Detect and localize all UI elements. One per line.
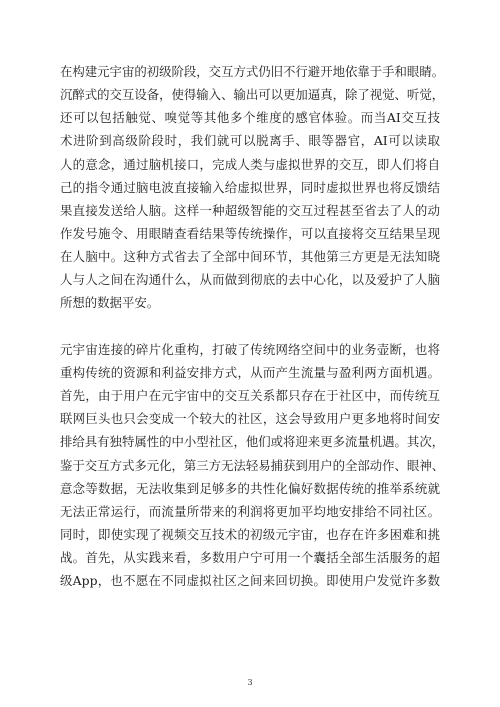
paragraph-line: 所想的数据平安。	[60, 295, 160, 311]
paragraph-line: 战。首先，从实践来看，多数用户宁可用一个囊括全部生活服务的超	[60, 550, 440, 566]
paragraph-line: 人与人之间在沟通什么，从而做到彻底的去中心化，以及爱护了人脑	[60, 272, 440, 288]
paragraph-line: 己的指令通过脑电波直接输入给虚拟世界，同时虚拟世界也将反馈结	[60, 179, 440, 195]
paragraph-line: 同时，即使实现了视频交互技术的初级元宇宙，也存在许多困难和挑	[60, 526, 440, 542]
paragraph-line: 鉴于交互方式多元化，第三方无法轻易捕获到用户的全部动作、眼神、	[60, 457, 445, 473]
paragraph-line: 首先，由于用户在元宇宙中的交互关系都只存在于社区中，而传统互	[60, 388, 440, 404]
paragraph-line: 在构建元宇宙的初级阶段，交互方式仍旧不行避开地依靠于手和眼睛。	[60, 64, 445, 79]
paragraph-line: 排给具有独特属性的中小型社区，他们或将迎来更多流量机遇。其次，	[60, 434, 445, 450]
paragraph-line: 元宇宙连接的碎片化重构，打破了传统网络空间中的业务壶断，也将	[60, 341, 440, 357]
paragraph-line: 无法正常运行，而流量所带来的利润将更加平均地安排给不同社区。	[60, 503, 440, 519]
paragraph-line: 在人脑中。这种方式省去了全部中间环节，其他第三方更是无法知晓	[60, 249, 440, 265]
paragraph-1	[60, 60, 445, 315]
paragraph-line: 还可以包括触觉、嗅觉等其他多个维度的感官体验。而当AI交互技	[60, 110, 440, 126]
paragraph-line: 意念等数据，无法收集到足够多的共性化偏好数据传统的推举系统就	[60, 480, 440, 496]
paragraph-2	[60, 338, 445, 593]
paragraph-line: 联网巨头也只会变成一个较大的社区，这会导致用户更多地将时间安	[60, 411, 440, 427]
page-number: 3	[247, 678, 253, 687]
paragraph-line: 级App，也不愿在不同虚拟社区之间来回切换。即使用户发觉许多数	[60, 573, 440, 589]
paragraph-line: 重构传统的资源和利益安排方式，从而产生流量与盈利两方面机遇。	[60, 364, 440, 380]
paragraph-line: 沉醉式的交互设备，使得输入、输出可以更加逼真，除了视觉、听觉，	[60, 87, 445, 103]
paragraph-line: 果直接发送给人脑。这样一种超级智能的交互过程甚至省去了人的动	[60, 202, 440, 218]
paragraph-line: 人的意念，通过脑机接口，完成人类与虚拟世界的交互，即人们将自	[60, 156, 440, 172]
paragraph-line: 术进阶到高级阶段时，我们就可以脱离手、眼等器官，AI可以读取	[60, 133, 440, 149]
paragraph-line: 作发号施令、用眼睛查看结果等传统操作，可以直接将交互结果呈现	[60, 225, 440, 241]
